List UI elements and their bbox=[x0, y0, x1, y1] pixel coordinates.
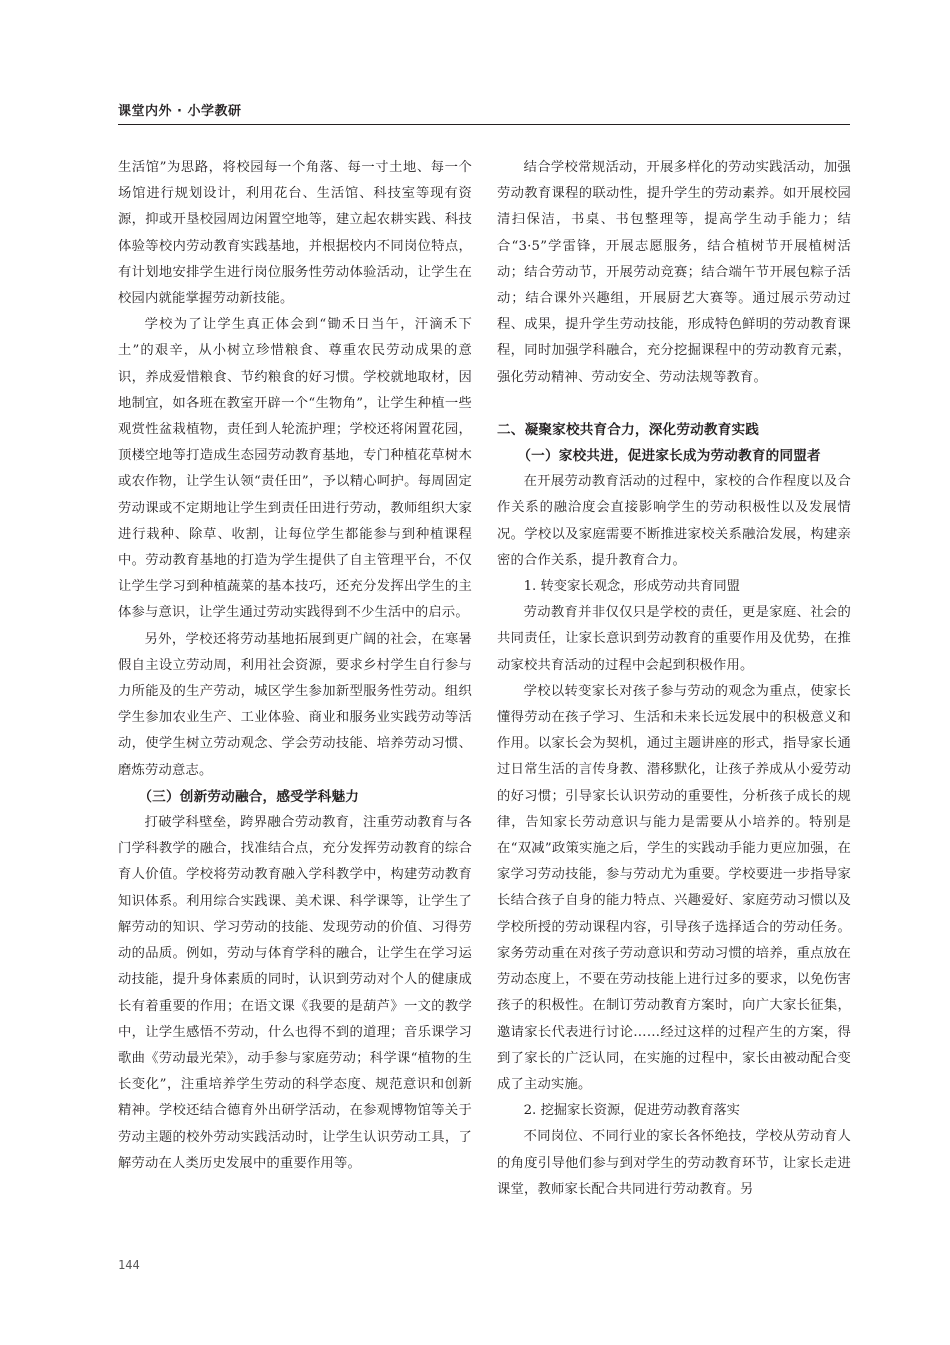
section-heading-home-school: 二、凝聚家校共育合力，深化劳动教育实践 bbox=[497, 421, 760, 438]
subheading-2: 2. 挖掘家长资源，促进劳动教育落实 bbox=[523, 1103, 740, 1119]
left-paragraph-1: 生活馆”为思路，将校园每一个角落、每一寸土地、每一个场馆进行规划设计，利用花台、生活馆、科技室等现有资源，抑或开垦校园周边闲置空地等，建立起农耕实践、科技体验等校内劳动教育实践基地，并根据校内不同岗位特点，有计划地安排学生进行岗位服务性劳动体验活动，让学生在校园内就能掌握劳动新技能。 bbox=[118, 160, 472, 307]
left-paragraph-2: 学校为了让学生真正体会到“锄禾日当午，汗滴禾下土”的艰辛，从小树立珍惜粮食、尊重农民劳动成果的意识，养成爱惜粮食、节约粮食的好习惯。学校就地取材，因地制宜，如各班在教室开辟一个“生物角”，让学生种植一些观赏性盆栽植物，责任到人轮流护理；学校还将闲置花园，顶楼空地等打造成生态园劳动教育基地，专门种植花草树木或农作物，让学生认领“责任田”，予以精心呵护。每周固定劳动课或不定期地让学生到责任田进行劳动，教师组织大家进行栽种、除草、收割，让每位学生都能参与到种植课程中。劳动教育基地的打造为学生提供了自主管理平台，不仅让学生学习到种植蔬菜的基本技巧，还充分发挥出学生的主体参与意识，让学生通过劳动实践得到不少生活中的启示。 bbox=[118, 317, 472, 621]
section-heading-innovate: （三）创新劳动融合，感受学科魅力 bbox=[138, 788, 360, 805]
subheading-1: 1. 转变家长观念，形成劳动共育同盟 bbox=[523, 579, 740, 595]
subsection-heading-parents: （一）家校共进，促进家长成为劳动教育的同盟者 bbox=[517, 448, 821, 465]
left-paragraph-3: 另外，学校还将劳动基地拓展到更广阔的社会，在寒暑假自主设立劳动周，利用社会资源，要求乡村学生自行参与力所能及的生产劳动，城区学生参加新型服务性劳动。组织学生参加农业生产、工业体验、商业和服务业实践劳动等活动，使学生树立劳动观念、学会劳动技能、培养劳动习惯、磨炼劳动意志。 bbox=[118, 631, 472, 778]
right-paragraph-5: 不同岗位、不同行业的家长各怀绝技，学校从劳动育人的角度引导他们参与到对学生的劳动教育环节，让家长走进课堂，教师家长配合共同进行劳动教育。另 bbox=[497, 1129, 851, 1197]
right-paragraph-1: 结合学校常规活动，开展多样化的劳动实践活动，加强劳动教育课程的联动性，提升学生的劳动素养。如开展校园清扫保洁，书桌、书包整理等，提高学生动手能力；结合“3·5”学雷锋，开展志愿服务，结合植树节开展植树活动；结合劳动节，开展劳动竞赛；结合端午节开展包粽子活动；结合课外兴趣组，开展厨艺大赛等。通过展示劳动过程、成果，提升学生劳动技能，形成特色鲜明的劳动教育课程，同时加强学科融合，充分挖掘课程中的劳动教育元素，强化劳动精神、劳动安全、劳动法规等教育。 bbox=[497, 160, 851, 385]
right-paragraph-3: 劳动教育并非仅仅只是学校的责任，更是家庭、社会的共同责任，让家长意识到劳动教育的重要作用及优势，在推动家校共育活动的过程中会起到积极作用。 bbox=[497, 605, 851, 673]
right-paragraph-4: 学校以转变家长对孩子参与劳动的观念为重点，使家长懂得劳动在孩子学习、生活和未来长远发展中的积极意义和作用。以家长会为契机，通过主题讲座的形式，指导家长通过日常生活的言传身教、潜移默化，让孩子养成从小爱劳动的好习惯；引导家长认识劳动的重要性，分析孩子成长的规律，告知家长劳动意识与能力是需要从小培养的。特别是在“双减”政策实施之后，学生的实践动手能力更应加强，在家学习劳动技能，参与劳动尤为重要。学校要进一步指导家长结合孩子自身的能力特点、兴趣爱好、家庭劳动习惯以及学校所授的劳动课程内容，引导孩子选择适合的劳动任务。家务劳动重在对孩子劳动意识和劳动习惯的培养，重点放在劳动态度上，不要在劳动技能上进行过多的要求，以免伤害孩子的积极性。在制订劳动教育方案时，向广大家长征集，邀请家长代表进行讨论……经过这样的过程产生的方案，得到了家长的广泛认同，在实施的过程中，家长由被动配合变成了主动实施。 bbox=[497, 683, 851, 1092]
header-divider bbox=[118, 124, 850, 125]
page-number: 144 bbox=[118, 1258, 140, 1272]
journal-header: 课堂内外 · 小学教研 bbox=[118, 104, 242, 119]
left-paragraph-4: 打破学科壁垒，跨界融合劳动教育，注重劳动教育与各门学科教学的融合，找准结合点，充分发挥劳动教育的综合育人价值。学校将劳动教育融入学科教学中，构建劳动教育知识体系。利用综合实践课、美术课、科学课等，让学生了解劳动的知识、学习劳动的技能、发现劳动的价值、习得劳动的品质。例如，劳动与体育学科的融合，让学生在学习运动技能，提升身体素质的同时，认识到劳动对个人的健康成长有着重要的作用；在语文课《我要的是葫芦》一文的教学中，让学生感悟不劳动，什么也得不到的道理；音乐课学习歌曲《劳动最光荣》，动手参与家庭劳动；科学课“植物的生长变化”，注重培养学生劳动的科学态度、规范意识和创新精神。学校还结合德育外出研学活动，在参观博物馆等关于劳动主题的校外劳动实践活动时，让学生认识劳动工具，了解劳动在人类历史发展中的重要作用等。 bbox=[118, 815, 472, 1171]
right-column bbox=[497, 155, 851, 1235]
right-paragraph-2: 在开展劳动教育活动的过程中，家校的合作程度以及合作关系的融洽度会直接影响学生的劳动积极性以及发展情况。学校以及家庭需要不断推进家校关系融洽发展，构建亲密的合作关系，提升教育合力。 bbox=[497, 474, 851, 568]
left-column bbox=[118, 155, 472, 1235]
